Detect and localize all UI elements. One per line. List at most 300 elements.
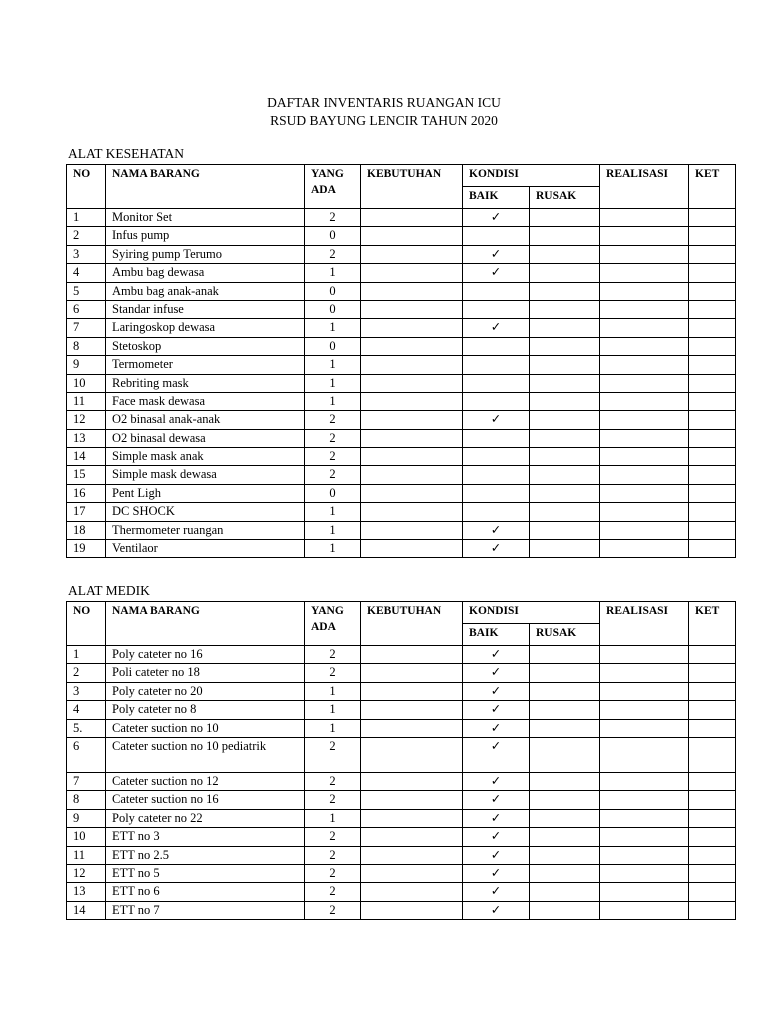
cell-yang-ada: 1 (305, 540, 361, 558)
header-no: NO (67, 602, 106, 646)
checkmark-icon: ✓ (490, 319, 502, 335)
cell-yang-ada: 0 (305, 484, 361, 502)
cell-baik (463, 664, 530, 682)
cell-yang-ada: 2 (305, 209, 361, 227)
table-body (67, 646, 736, 920)
cell-baik (463, 737, 530, 772)
cell-nama-barang: Cateter suction no 16 (106, 791, 305, 809)
cell-yang-ada: 2 (305, 245, 361, 263)
cell-ket (689, 484, 736, 502)
cell-realisasi (600, 791, 689, 809)
cell-realisasi (600, 883, 689, 901)
cell-realisasi (600, 209, 689, 227)
header-kondisi: KONDISI (463, 165, 600, 187)
cell-no: 18 (67, 521, 106, 539)
cell-ket (689, 374, 736, 392)
cell-kebutuhan (361, 503, 463, 521)
cell-no: 14 (67, 901, 106, 919)
cell-ket (689, 429, 736, 447)
cell-no: 14 (67, 448, 106, 466)
table-row (67, 356, 736, 374)
cell-rusak (530, 356, 600, 374)
cell-no: 3 (67, 682, 106, 700)
table-row (67, 282, 736, 300)
cell-rusak (530, 282, 600, 300)
cell-rusak (530, 411, 600, 429)
cell-rusak (530, 227, 600, 245)
cell-nama-barang: Rebriting mask (106, 374, 305, 392)
cell-yang-ada: 2 (305, 737, 361, 772)
table-row (67, 245, 736, 263)
cell-rusak (530, 484, 600, 502)
cell-ket (689, 846, 736, 864)
cell-baik (463, 448, 530, 466)
header-nama-barang: NAMA BARANG (106, 165, 305, 209)
cell-ket (689, 227, 736, 245)
header-nama-barang: NAMA BARANG (106, 602, 305, 646)
header-kebutuhan: KEBUTUHAN (361, 602, 463, 646)
header-kebutuhan: KEBUTUHAN (361, 165, 463, 209)
cell-ket (689, 300, 736, 318)
cell-ket (689, 791, 736, 809)
cell-no: 5 (67, 282, 106, 300)
cell-baik (463, 682, 530, 700)
header-ket: KET (689, 602, 736, 646)
table-row (67, 809, 736, 827)
cell-realisasi (600, 264, 689, 282)
cell-no: 7 (67, 319, 106, 337)
checkmark-icon: ✓ (490, 682, 502, 698)
cell-nama-barang: Simple mask dewasa (106, 466, 305, 484)
cell-kebutuhan (361, 719, 463, 737)
cell-realisasi (600, 540, 689, 558)
cell-realisasi (600, 429, 689, 447)
cell-baik (463, 883, 530, 901)
cell-no: 12 (67, 864, 106, 882)
cell-kebutuhan (361, 356, 463, 374)
header-rusak: RUSAK (530, 624, 600, 646)
cell-kebutuhan (361, 864, 463, 882)
table-row (67, 701, 736, 719)
cell-baik (463, 521, 530, 539)
cell-nama-barang: Monitor Set (106, 209, 305, 227)
cell-baik (463, 466, 530, 484)
cell-yang-ada: 1 (305, 682, 361, 700)
cell-realisasi (600, 356, 689, 374)
cell-yang-ada: 1 (305, 392, 361, 410)
cell-nama-barang: O2 binasal dewasa (106, 429, 305, 447)
section-label-alat-medik: ALAT MEDIK (68, 583, 150, 598)
cell-baik (463, 540, 530, 558)
header-rusak: RUSAK (530, 187, 600, 209)
checkmark-icon: ✓ (490, 245, 502, 261)
header-kondisi: KONDISI (463, 602, 600, 624)
checkmark-icon: ✓ (490, 209, 502, 224)
cell-yang-ada: 0 (305, 300, 361, 318)
cell-baik (463, 901, 530, 919)
cell-realisasi (600, 337, 689, 355)
cell-ket (689, 809, 736, 827)
cell-kebutuhan (361, 484, 463, 502)
cell-kebutuhan (361, 521, 463, 539)
table-row (67, 374, 736, 392)
cell-no: 11 (67, 392, 106, 410)
table-row (67, 646, 736, 664)
cell-nama-barang: Cateter suction no 12 (106, 772, 305, 790)
cell-baik (463, 646, 530, 664)
table-row (67, 791, 736, 809)
table-row (67, 737, 736, 772)
document-title: DAFTAR INVENTARIS RUANGAN ICU (267, 95, 501, 110)
cell-baik (463, 828, 530, 846)
table-row (67, 411, 736, 429)
cell-realisasi (600, 701, 689, 719)
cell-rusak (530, 503, 600, 521)
cell-realisasi (600, 682, 689, 700)
header-yang-ada: YANG ADA (305, 165, 361, 209)
cell-rusak (530, 719, 600, 737)
cell-realisasi (600, 392, 689, 410)
cell-kebutuhan (361, 227, 463, 245)
table-row (67, 503, 736, 521)
table-row (67, 300, 736, 318)
cell-yang-ada: 1 (305, 503, 361, 521)
cell-yang-ada: 1 (305, 319, 361, 337)
cell-yang-ada: 2 (305, 448, 361, 466)
table-row (67, 772, 736, 790)
cell-ket (689, 282, 736, 300)
cell-yang-ada: 1 (305, 809, 361, 827)
cell-ket (689, 540, 736, 558)
cell-baik (463, 227, 530, 245)
checkmark-icon: ✓ (490, 846, 502, 862)
cell-no: 10 (67, 828, 106, 846)
checkmark-icon: ✓ (490, 828, 502, 844)
cell-baik (463, 772, 530, 790)
cell-ket (689, 664, 736, 682)
cell-kebutuhan (361, 883, 463, 901)
cell-kebutuhan (361, 319, 463, 337)
cell-baik (463, 337, 530, 355)
cell-ket (689, 864, 736, 882)
cell-nama-barang: Syiring pump Terumo (106, 245, 305, 263)
cell-ket (689, 411, 736, 429)
cell-nama-barang: DC SHOCK (106, 503, 305, 521)
cell-rusak (530, 828, 600, 846)
table-row (67, 719, 736, 737)
cell-rusak (530, 264, 600, 282)
cell-kebutuhan (361, 828, 463, 846)
cell-nama-barang: Stetoskop (106, 337, 305, 355)
cell-rusak (530, 429, 600, 447)
header-realisasi: REALISASI (600, 165, 689, 209)
cell-no: 6 (67, 300, 106, 318)
cell-realisasi (600, 901, 689, 919)
cell-nama-barang: Poly cateter no 20 (106, 682, 305, 700)
cell-kebutuhan (361, 245, 463, 263)
cell-ket (689, 682, 736, 700)
cell-ket (689, 209, 736, 227)
cell-yang-ada: 0 (305, 227, 361, 245)
cell-yang-ada: 1 (305, 701, 361, 719)
cell-rusak (530, 209, 600, 227)
cell-rusak (530, 883, 600, 901)
checkmark-icon: ✓ (490, 701, 502, 717)
cell-kebutuhan (361, 300, 463, 318)
cell-kebutuhan (361, 901, 463, 919)
cell-rusak (530, 791, 600, 809)
cell-kebutuhan (361, 540, 463, 558)
table-row (67, 448, 736, 466)
cell-realisasi (600, 646, 689, 664)
cell-ket (689, 646, 736, 664)
cell-no: 9 (67, 356, 106, 374)
table-row (67, 540, 736, 558)
cell-baik (463, 300, 530, 318)
cell-nama-barang: ETT no 2.5 (106, 846, 305, 864)
table-row (67, 227, 736, 245)
cell-no: 1 (67, 209, 106, 227)
table-row (67, 664, 736, 682)
checkmark-icon: ✓ (490, 264, 502, 280)
cell-rusak (530, 540, 600, 558)
cell-no: 13 (67, 429, 106, 447)
cell-rusak (530, 521, 600, 539)
cell-kebutuhan (361, 737, 463, 772)
cell-nama-barang: Laringoskop dewasa (106, 319, 305, 337)
cell-kebutuhan (361, 772, 463, 790)
checkmark-icon: ✓ (490, 864, 502, 880)
cell-baik (463, 429, 530, 447)
checkmark-icon: ✓ (490, 791, 502, 807)
cell-kebutuhan (361, 374, 463, 392)
table-alat-medik (66, 601, 736, 920)
cell-rusak (530, 337, 600, 355)
cell-baik (463, 503, 530, 521)
cell-no: 8 (67, 337, 106, 355)
cell-yang-ada: 1 (305, 264, 361, 282)
cell-baik (463, 484, 530, 502)
cell-rusak (530, 701, 600, 719)
cell-rusak (530, 319, 600, 337)
cell-baik (463, 411, 530, 429)
cell-no: 2 (67, 664, 106, 682)
cell-no: 10 (67, 374, 106, 392)
cell-kebutuhan (361, 701, 463, 719)
table-row (67, 484, 736, 502)
cell-realisasi (600, 828, 689, 846)
cell-rusak (530, 245, 600, 263)
cell-baik (463, 319, 530, 337)
cell-nama-barang: Thermometer ruangan (106, 521, 305, 539)
cell-ket (689, 828, 736, 846)
cell-ket (689, 883, 736, 901)
cell-realisasi (600, 466, 689, 484)
cell-realisasi (600, 484, 689, 502)
cell-rusak (530, 772, 600, 790)
header-ket: KET (689, 165, 736, 209)
cell-rusak (530, 392, 600, 410)
cell-ket (689, 448, 736, 466)
cell-kebutuhan (361, 791, 463, 809)
cell-nama-barang: Poly cateter no 22 (106, 809, 305, 827)
cell-no: 4 (67, 701, 106, 719)
cell-nama-barang: Infus pump (106, 227, 305, 245)
cell-no: 9 (67, 809, 106, 827)
cell-yang-ada: 2 (305, 664, 361, 682)
header-realisasi: REALISASI (600, 602, 689, 646)
cell-ket (689, 264, 736, 282)
cell-yang-ada: 2 (305, 646, 361, 664)
cell-rusak (530, 646, 600, 664)
cell-kebutuhan (361, 466, 463, 484)
cell-ket (689, 319, 736, 337)
cell-rusak (530, 864, 600, 882)
cell-nama-barang: Ventilaor (106, 540, 305, 558)
checkmark-icon: ✓ (490, 540, 502, 556)
cell-realisasi (600, 245, 689, 263)
cell-realisasi (600, 448, 689, 466)
table-row (67, 828, 736, 846)
cell-nama-barang: Ambu bag dewasa (106, 264, 305, 282)
cell-realisasi (600, 374, 689, 392)
table-body (67, 209, 736, 558)
cell-nama-barang: Face mask dewasa (106, 392, 305, 410)
cell-kebutuhan (361, 646, 463, 664)
cell-yang-ada: 1 (305, 719, 361, 737)
cell-no: 17 (67, 503, 106, 521)
cell-ket (689, 737, 736, 772)
document-subtitle: RSUD BAYUNG LENCIR TAHUN 2020 (270, 113, 498, 128)
cell-ket (689, 503, 736, 521)
cell-kebutuhan (361, 664, 463, 682)
checkmark-icon: ✓ (490, 772, 502, 788)
cell-rusak (530, 737, 600, 772)
table-row (67, 864, 736, 882)
cell-kebutuhan (361, 809, 463, 827)
cell-nama-barang: O2 binasal anak-anak (106, 411, 305, 429)
cell-baik (463, 864, 530, 882)
cell-baik (463, 356, 530, 374)
cell-ket (689, 719, 736, 737)
cell-nama-barang: Standar infuse (106, 300, 305, 318)
section-label-alat-kesehatan: ALAT KESEHATAN (68, 146, 185, 161)
cell-kebutuhan (361, 448, 463, 466)
checkmark-icon: ✓ (490, 719, 502, 735)
table-row (67, 521, 736, 539)
table-row (67, 337, 736, 355)
table-row (67, 846, 736, 864)
cell-yang-ada: 0 (305, 282, 361, 300)
cell-ket (689, 356, 736, 374)
cell-yang-ada: 1 (305, 521, 361, 539)
cell-yang-ada: 2 (305, 466, 361, 484)
checkmark-icon: ✓ (490, 737, 502, 753)
cell-nama-barang: ETT no 3 (106, 828, 305, 846)
cell-yang-ada: 2 (305, 846, 361, 864)
cell-rusak (530, 901, 600, 919)
cell-ket (689, 521, 736, 539)
cell-realisasi (600, 846, 689, 864)
table-row (67, 264, 736, 282)
cell-realisasi (600, 809, 689, 827)
cell-rusak (530, 300, 600, 318)
cell-realisasi (600, 664, 689, 682)
cell-yang-ada: 2 (305, 411, 361, 429)
cell-ket (689, 392, 736, 410)
cell-kebutuhan (361, 411, 463, 429)
cell-realisasi (600, 719, 689, 737)
cell-baik (463, 374, 530, 392)
cell-kebutuhan (361, 282, 463, 300)
cell-ket (689, 701, 736, 719)
header-baik: BAIK (463, 187, 530, 209)
cell-no: 19 (67, 540, 106, 558)
cell-kebutuhan (361, 337, 463, 355)
checkmark-icon: ✓ (490, 809, 502, 825)
cell-rusak (530, 466, 600, 484)
cell-no: 15 (67, 466, 106, 484)
cell-yang-ada: 0 (305, 337, 361, 355)
checkmark-icon: ✓ (490, 664, 502, 680)
cell-no: 16 (67, 484, 106, 502)
cell-realisasi (600, 227, 689, 245)
table-row (67, 319, 736, 337)
cell-rusak (530, 448, 600, 466)
checkmark-icon: ✓ (490, 646, 502, 661)
cell-nama-barang: ETT no 7 (106, 901, 305, 919)
cell-nama-barang: Ambu bag anak-anak (106, 282, 305, 300)
cell-no: 12 (67, 411, 106, 429)
cell-ket (689, 337, 736, 355)
cell-baik (463, 809, 530, 827)
cell-baik (463, 791, 530, 809)
cell-realisasi (600, 864, 689, 882)
table-row (67, 392, 736, 410)
cell-baik (463, 392, 530, 410)
cell-nama-barang: Pent Ligh (106, 484, 305, 502)
cell-realisasi (600, 319, 689, 337)
cell-no: 3 (67, 245, 106, 263)
cell-nama-barang: Poly cateter no 8 (106, 701, 305, 719)
cell-yang-ada: 1 (305, 374, 361, 392)
table-alat-kesehatan (66, 164, 736, 558)
cell-yang-ada: 1 (305, 356, 361, 374)
cell-baik (463, 245, 530, 263)
cell-baik (463, 701, 530, 719)
cell-nama-barang: Poly cateter no 16 (106, 646, 305, 664)
cell-yang-ada: 2 (305, 883, 361, 901)
table-row (67, 209, 736, 227)
cell-rusak (530, 846, 600, 864)
cell-kebutuhan (361, 846, 463, 864)
cell-nama-barang: Cateter suction no 10 (106, 719, 305, 737)
cell-baik (463, 264, 530, 282)
header-yang-ada: YANG ADA (305, 602, 361, 646)
cell-kebutuhan (361, 264, 463, 282)
cell-realisasi (600, 300, 689, 318)
table-row (67, 901, 736, 919)
cell-kebutuhan (361, 392, 463, 410)
cell-nama-barang: ETT no 6 (106, 883, 305, 901)
cell-yang-ada: 2 (305, 901, 361, 919)
cell-realisasi (600, 737, 689, 772)
cell-nama-barang: Simple mask anak (106, 448, 305, 466)
cell-baik (463, 846, 530, 864)
cell-ket (689, 901, 736, 919)
cell-nama-barang: Termometer (106, 356, 305, 374)
cell-no: 2 (67, 227, 106, 245)
